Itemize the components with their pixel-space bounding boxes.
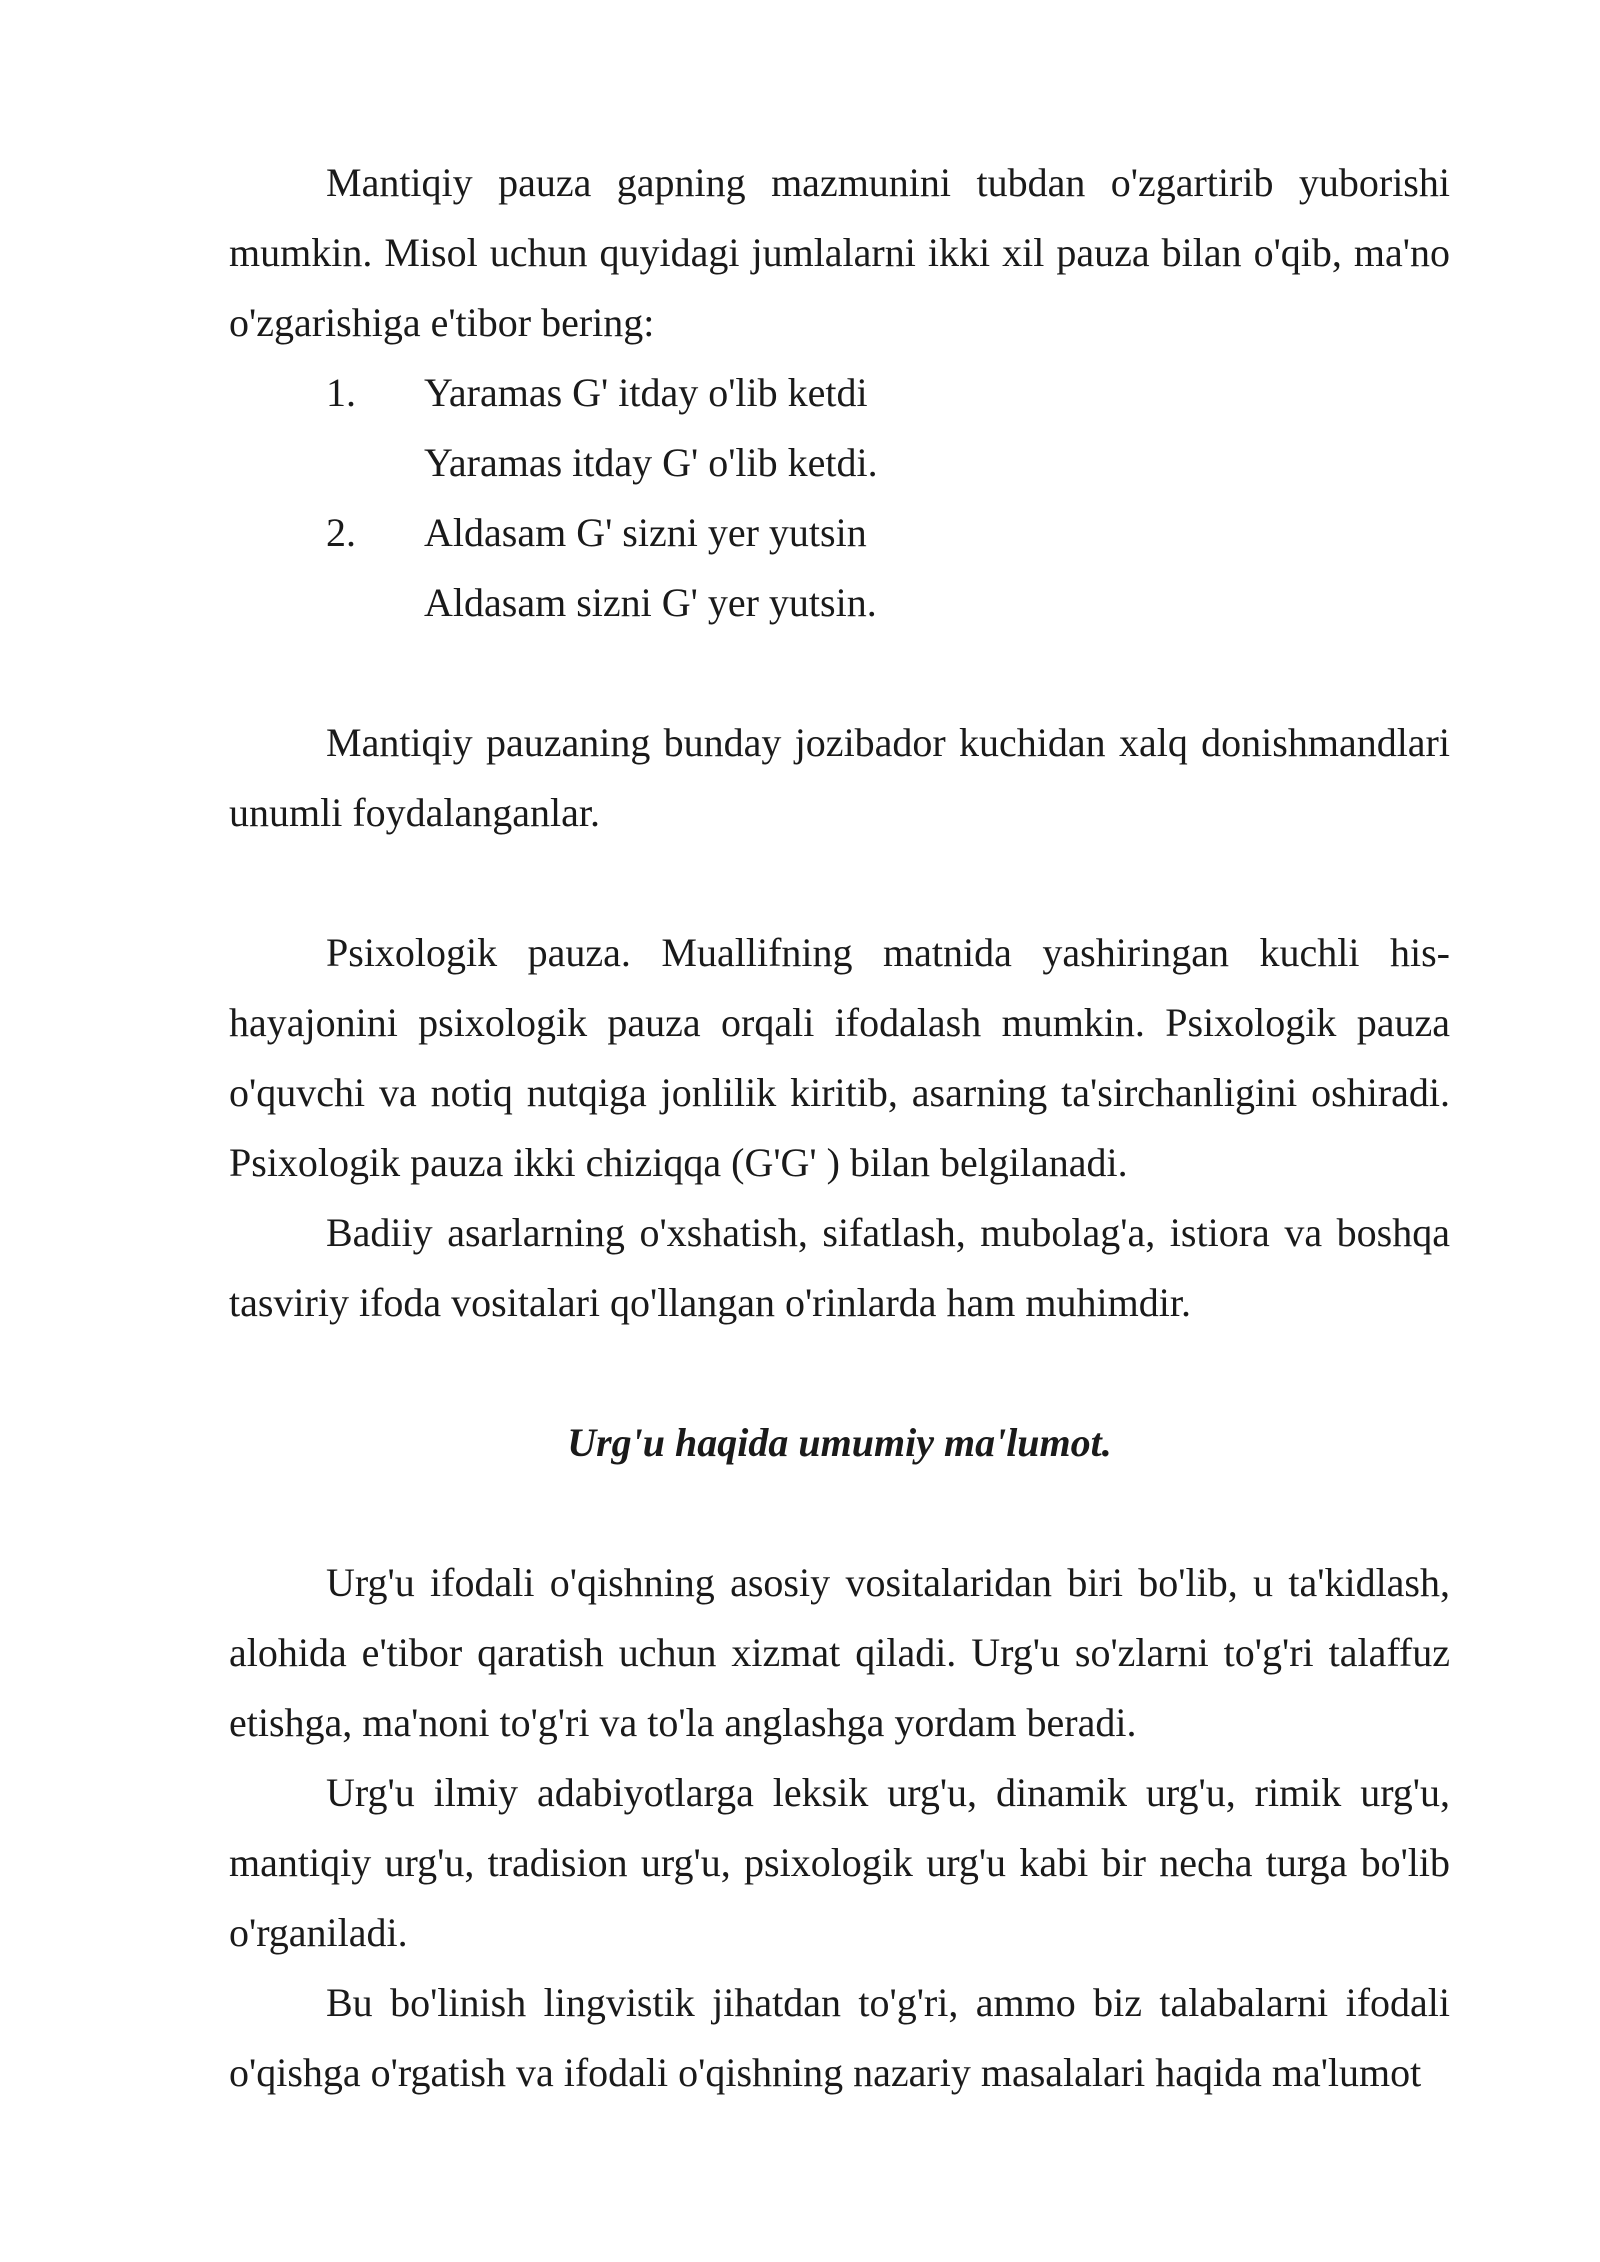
- paragraph-classification: Bu bo'linish lingvistik jihatdan to'g'ri, ammo biz talabalarni ifodali o'qishga o'rgatish va ifodali o'qishning nazariy masalalari haqida ma'lumot: [229, 1980, 1450, 2095]
- list-number: 1.: [326, 370, 356, 415]
- spacer: [229, 848, 1450, 918]
- document-page: [229, 148, 1450, 2108]
- paragraph-stress-types: Urg'u ilmiy adabiyotlarga leksik urg'u, dinamik urg'u, rimik urg'u, mantiqiy urg'u, tradision urg'u, psixologik urg'u kabi bir necha turga bo'lib o'rganiladi.: [229, 1770, 1450, 1955]
- list-item-2: [229, 498, 1450, 638]
- example-sentence: Aldasam G' sizni yer yutsin: [424, 510, 867, 555]
- list-number: 2.: [326, 510, 356, 555]
- list-item-1: [229, 358, 1450, 498]
- spacer: [229, 1338, 1450, 1408]
- paragraph-artistic-works: Badiiy asarlarning o'xshatish, sifatlash, mubolag'a, istiora va boshqa tasviriy ifoda vositalari qo'llangan o'rinlarda ham muhimdir.: [229, 1210, 1450, 1325]
- spacer: [229, 638, 1450, 708]
- paragraph-folk-wisdom: Mantiqiy pauzaning bunday jozibador kuchidan xalq donishmandlari unumli foydalanganlar.: [229, 720, 1450, 835]
- spacer: [229, 1478, 1450, 1548]
- example-sentence: Yaramas G' itday o'lib ketdi: [424, 370, 868, 415]
- example-sentence: Yaramas itday G' o'lib ketdi.: [424, 440, 878, 485]
- paragraph-stress-intro: Urg'u ifodali o'qishning asosiy vositalaridan biri bo'lib, u ta'kidlash, alohida e'tibor qaratish uchun xizmat qiladi. Urg'u so'zlarni to'g'ri talaffuz etishga, ma'noni to'g'ri va to'la anglashga yordam beradi.: [229, 1560, 1450, 1745]
- paragraph-logical-pause: Mantiqiy pauza gapning mazmunini tubdan o'zgartirib yuborishi mumkin. Misol uchun quyidagi jumlalarni ikki xil pauza bilan o'qib, ma'no o'zgarishiga e'tibor bering:: [229, 160, 1450, 345]
- paragraph-psychological-pause: Psixologik pauza. Muallifning matnida yashiringan kuchli his-hayajonini psixologik pauza orqali ifodalash mumkin. Psixologik pauza o'quvchi va notiq nutqiga jonlilik kiritib, asarning ta'sirchanligini oshiradi. Psixologik pauza ikki chiziqqa (G'G' ) bilan belgilanadi.: [229, 930, 1450, 1185]
- example-sentence: Aldasam sizni G' yer yutsin.: [424, 580, 877, 625]
- section-heading: Urg'u haqida umumiy ma'lumot.: [567, 1420, 1112, 1465]
